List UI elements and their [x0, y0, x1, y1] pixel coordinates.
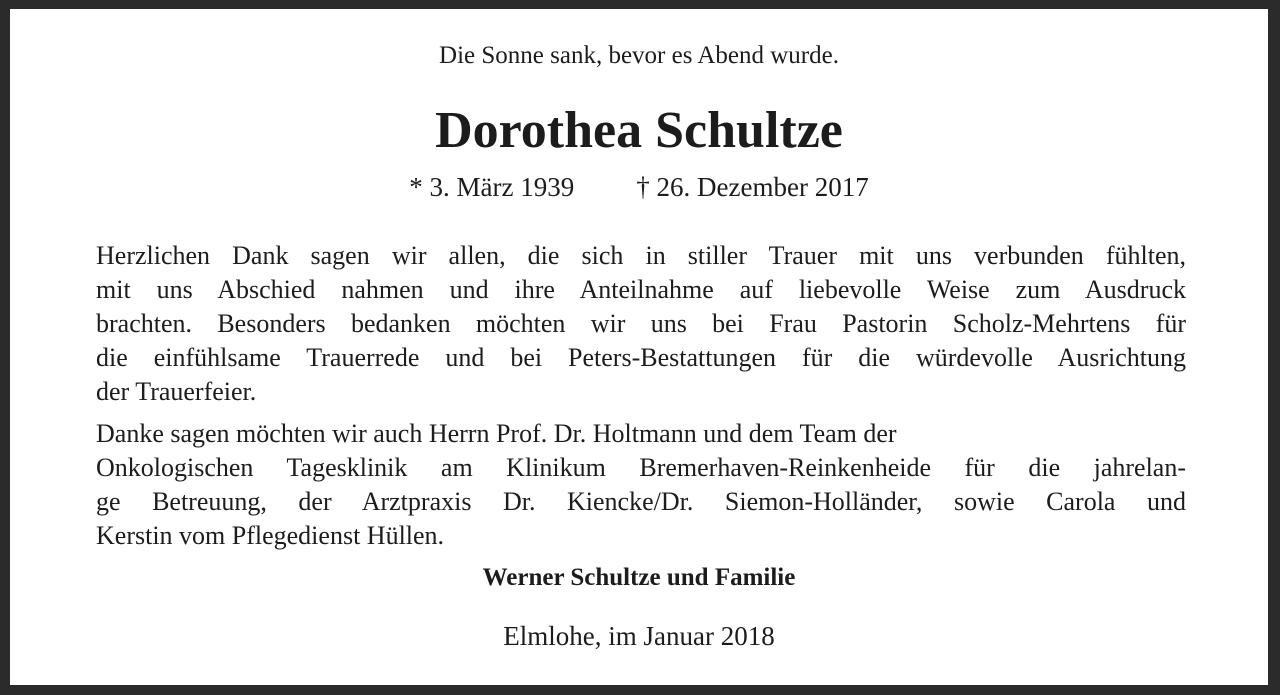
motto-line: Die Sonne sank, bevor es Abend wurde. — [439, 42, 839, 69]
text-line: Kerstin vom Pflegedienst Hüllen. — [96, 521, 445, 550]
death-date: † 26. Dezember 2017 — [636, 172, 869, 202]
signature-family: Werner Schultze und Familie — [482, 564, 796, 591]
text-line: Onkologischen Tagesklinik am Klinikum Bremerhaven-Reinkenheide für die jahrelan- — [96, 453, 1186, 482]
text-line: mit uns Abschied nahmen und ihre Anteilnahme auf liebevolle Weise zum Ausdruck — [96, 275, 1186, 304]
text-line: der Trauerfeier. — [96, 377, 257, 406]
deceased-name: Dorothea Schultze — [435, 102, 843, 159]
text-line: ge Betreuung, der Arztpraxis Dr. Kiencke/Dr. Siemon-Holländer, sowie Carola und — [96, 487, 1186, 516]
text-line: Herzlichen Dank sagen wir allen, die sich in stiller Trauer mit uns verbunden fühlten, — [96, 241, 1186, 270]
life-dates — [10, 172, 1268, 203]
obituary-notice — [10, 9, 1268, 685]
text-line: brachten. Besonders bedanken möchten wir uns bei Frau Pastorin Scholz-Mehrtens für — [96, 309, 1186, 338]
place-and-date: Elmlohe, im Januar 2018 — [503, 621, 775, 651]
text-line: Danke sagen möchten wir auch Herrn Prof. Dr. Holtmann und dem Team der — [96, 419, 897, 448]
birth-date: * 3. März 1939 — [409, 172, 575, 202]
text-line: die einfühlsame Trauerrede und bei Peters-Bestattungen für die würdevolle Ausrichtung — [96, 343, 1186, 372]
